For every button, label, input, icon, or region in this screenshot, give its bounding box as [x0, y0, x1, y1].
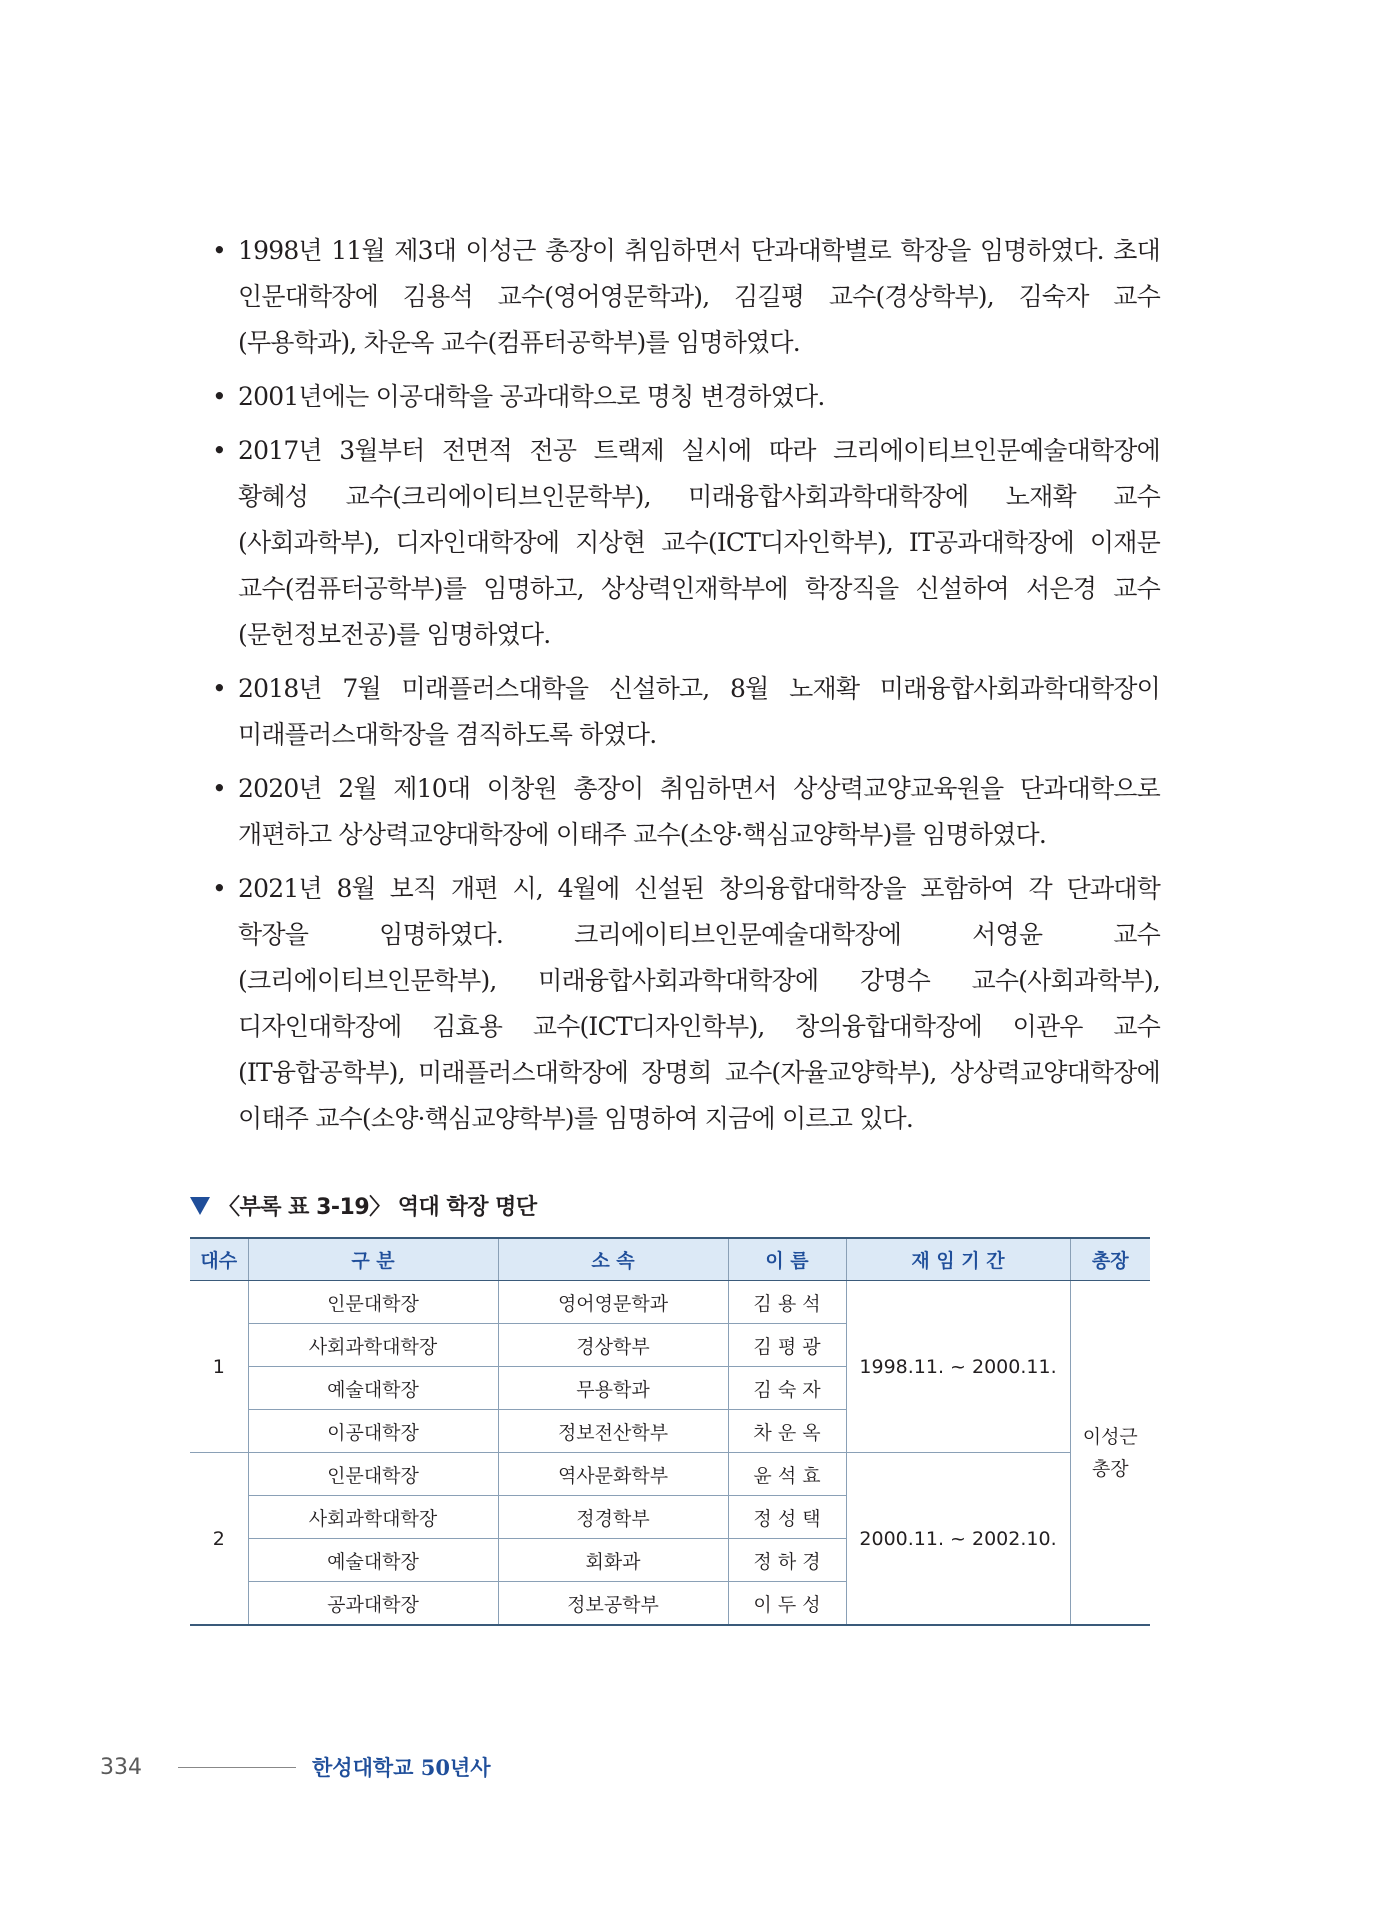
division-cell: 인문대학장	[248, 1453, 498, 1496]
term-cell: 1	[190, 1281, 248, 1453]
period-cell: 2000.11. ~ 2002.10.	[846, 1453, 1070, 1626]
name-cell: 김 평 광	[728, 1324, 846, 1367]
table-caption	[190, 1190, 537, 1221]
header-period: 재 임 기 간	[846, 1238, 1070, 1281]
division-cell: 이공대학장	[248, 1410, 498, 1453]
header-division: 구 분	[248, 1238, 498, 1281]
affiliation-cell: 무용학과	[498, 1367, 728, 1410]
name-cell: 김 숙 자	[728, 1367, 846, 1410]
name-cell: 윤 석 효	[728, 1453, 846, 1496]
header-term: 대수	[190, 1238, 248, 1281]
bullet-item: • 2017년 3월부터 전면적 전공 트랙제 실시에 따라 크리에이티브인문예술대학장에 황혜성 교수(크리에이티브인문학부), 미래융합사회과학대학장에 노재확 교수(사회과학부), 디자인대학장에 지상현 교수(ICT디자인학부), IT공과대학장에 이재문 교수(컴퓨터공학부)를 임명하고, 상상력인재학부에 학장직을 신설하여 서은경 교수(문헌정보전공)를 임명하였다.	[210, 428, 1160, 658]
page-footer	[100, 1752, 491, 1782]
name-cell: 정 성 택	[728, 1496, 846, 1539]
affiliation-cell: 영어영문학과	[498, 1281, 728, 1324]
name-cell: 정 하 경	[728, 1539, 846, 1582]
name-cell: 이 두 성	[728, 1582, 846, 1626]
division-cell: 인문대학장	[248, 1281, 498, 1324]
affiliation-cell: 경상학부	[498, 1324, 728, 1367]
bullet-item: • 2018년 7월 미래플러스대학을 신설하고, 8월 노재확 미래융합사회과학대학장이 미래플러스대학장을 겸직하도록 하였다.	[210, 666, 1160, 758]
table-row	[190, 1281, 1150, 1324]
bullet-item: • 2020년 2월 제10대 이창원 총장이 취임하면서 상상력교양교육원을 단과대학으로 개편하고 상상력교양대학장에 이태주 교수(소양·핵심교양학부)를 임명하였다.	[210, 766, 1160, 858]
book-title: 한성대학교 50년사	[312, 1755, 491, 1780]
period-cell: 1998.11. ~ 2000.11.	[846, 1281, 1070, 1453]
bullet-item: • 2021년 8월 보직 개편 시, 4월에 신설된 창의융합대학장을 포함하여 각 단과대학 학장을 임명하였다. 크리에이티브인문예술대학장에 서영윤 교수(크리에이티브인문학부), 미래융합사회과학대학장에 강명수 교수(사회과학부), 디자인대학장에 김효용 교수(ICT디자인학부), 창의융합대학장에 이관우 교수(IT융합공학부), 미래플러스대학장에 장명희 교수(자율교양학부), 상상력교양대학장에 이태주 교수(소양·핵심교양학부)를 임명하여 지금에 이르고 있다.	[210, 866, 1160, 1142]
term-cell: 2	[190, 1453, 248, 1626]
header-name: 이 름	[728, 1238, 846, 1281]
name-cell: 김 용 석	[728, 1281, 846, 1324]
affiliation-cell: 역사문화학부	[498, 1453, 728, 1496]
history-bullet-list	[210, 228, 1160, 1150]
page-number: 334	[100, 1754, 142, 1780]
president-cell: 이성근 총장	[1070, 1281, 1150, 1626]
division-cell: 사회과학대학장	[248, 1324, 498, 1367]
division-cell: 사회과학대학장	[248, 1496, 498, 1539]
header-affiliation: 소 속	[498, 1238, 728, 1281]
affiliation-cell: 회화과	[498, 1539, 728, 1582]
table-header-row	[190, 1238, 1150, 1281]
division-cell: 공과대학장	[248, 1582, 498, 1626]
bullet-item: • 1998년 11월 제3대 이성근 총장이 취임하면서 단과대학별로 학장을 임명하였다. 초대 인문대학장에 김용석 교수(영어영문학과), 김길평 교수(경상학부), 김숙자 교수(무용학과), 차운옥 교수(컴퓨터공학부)를 임명하였다.	[210, 228, 1160, 366]
affiliation-cell: 정경학부	[498, 1496, 728, 1539]
bullet-item: • 2001년에는 이공대학을 공과대학으로 명칭 변경하였다.	[210, 374, 1160, 420]
header-president: 총장	[1070, 1238, 1150, 1281]
table-row	[190, 1453, 1150, 1496]
footer-divider	[178, 1767, 296, 1768]
dean-history-table	[190, 1237, 1150, 1626]
affiliation-cell: 정보전산학부	[498, 1410, 728, 1453]
name-cell: 차 운 옥	[728, 1410, 846, 1453]
division-cell: 예술대학장	[248, 1539, 498, 1582]
triangle-marker-icon	[190, 1197, 210, 1215]
affiliation-cell: 정보공학부	[498, 1582, 728, 1626]
division-cell: 예술대학장	[248, 1367, 498, 1410]
table-caption-text: 〈부록 표 3-19〉 역대 학장 명단	[218, 1195, 537, 1220]
